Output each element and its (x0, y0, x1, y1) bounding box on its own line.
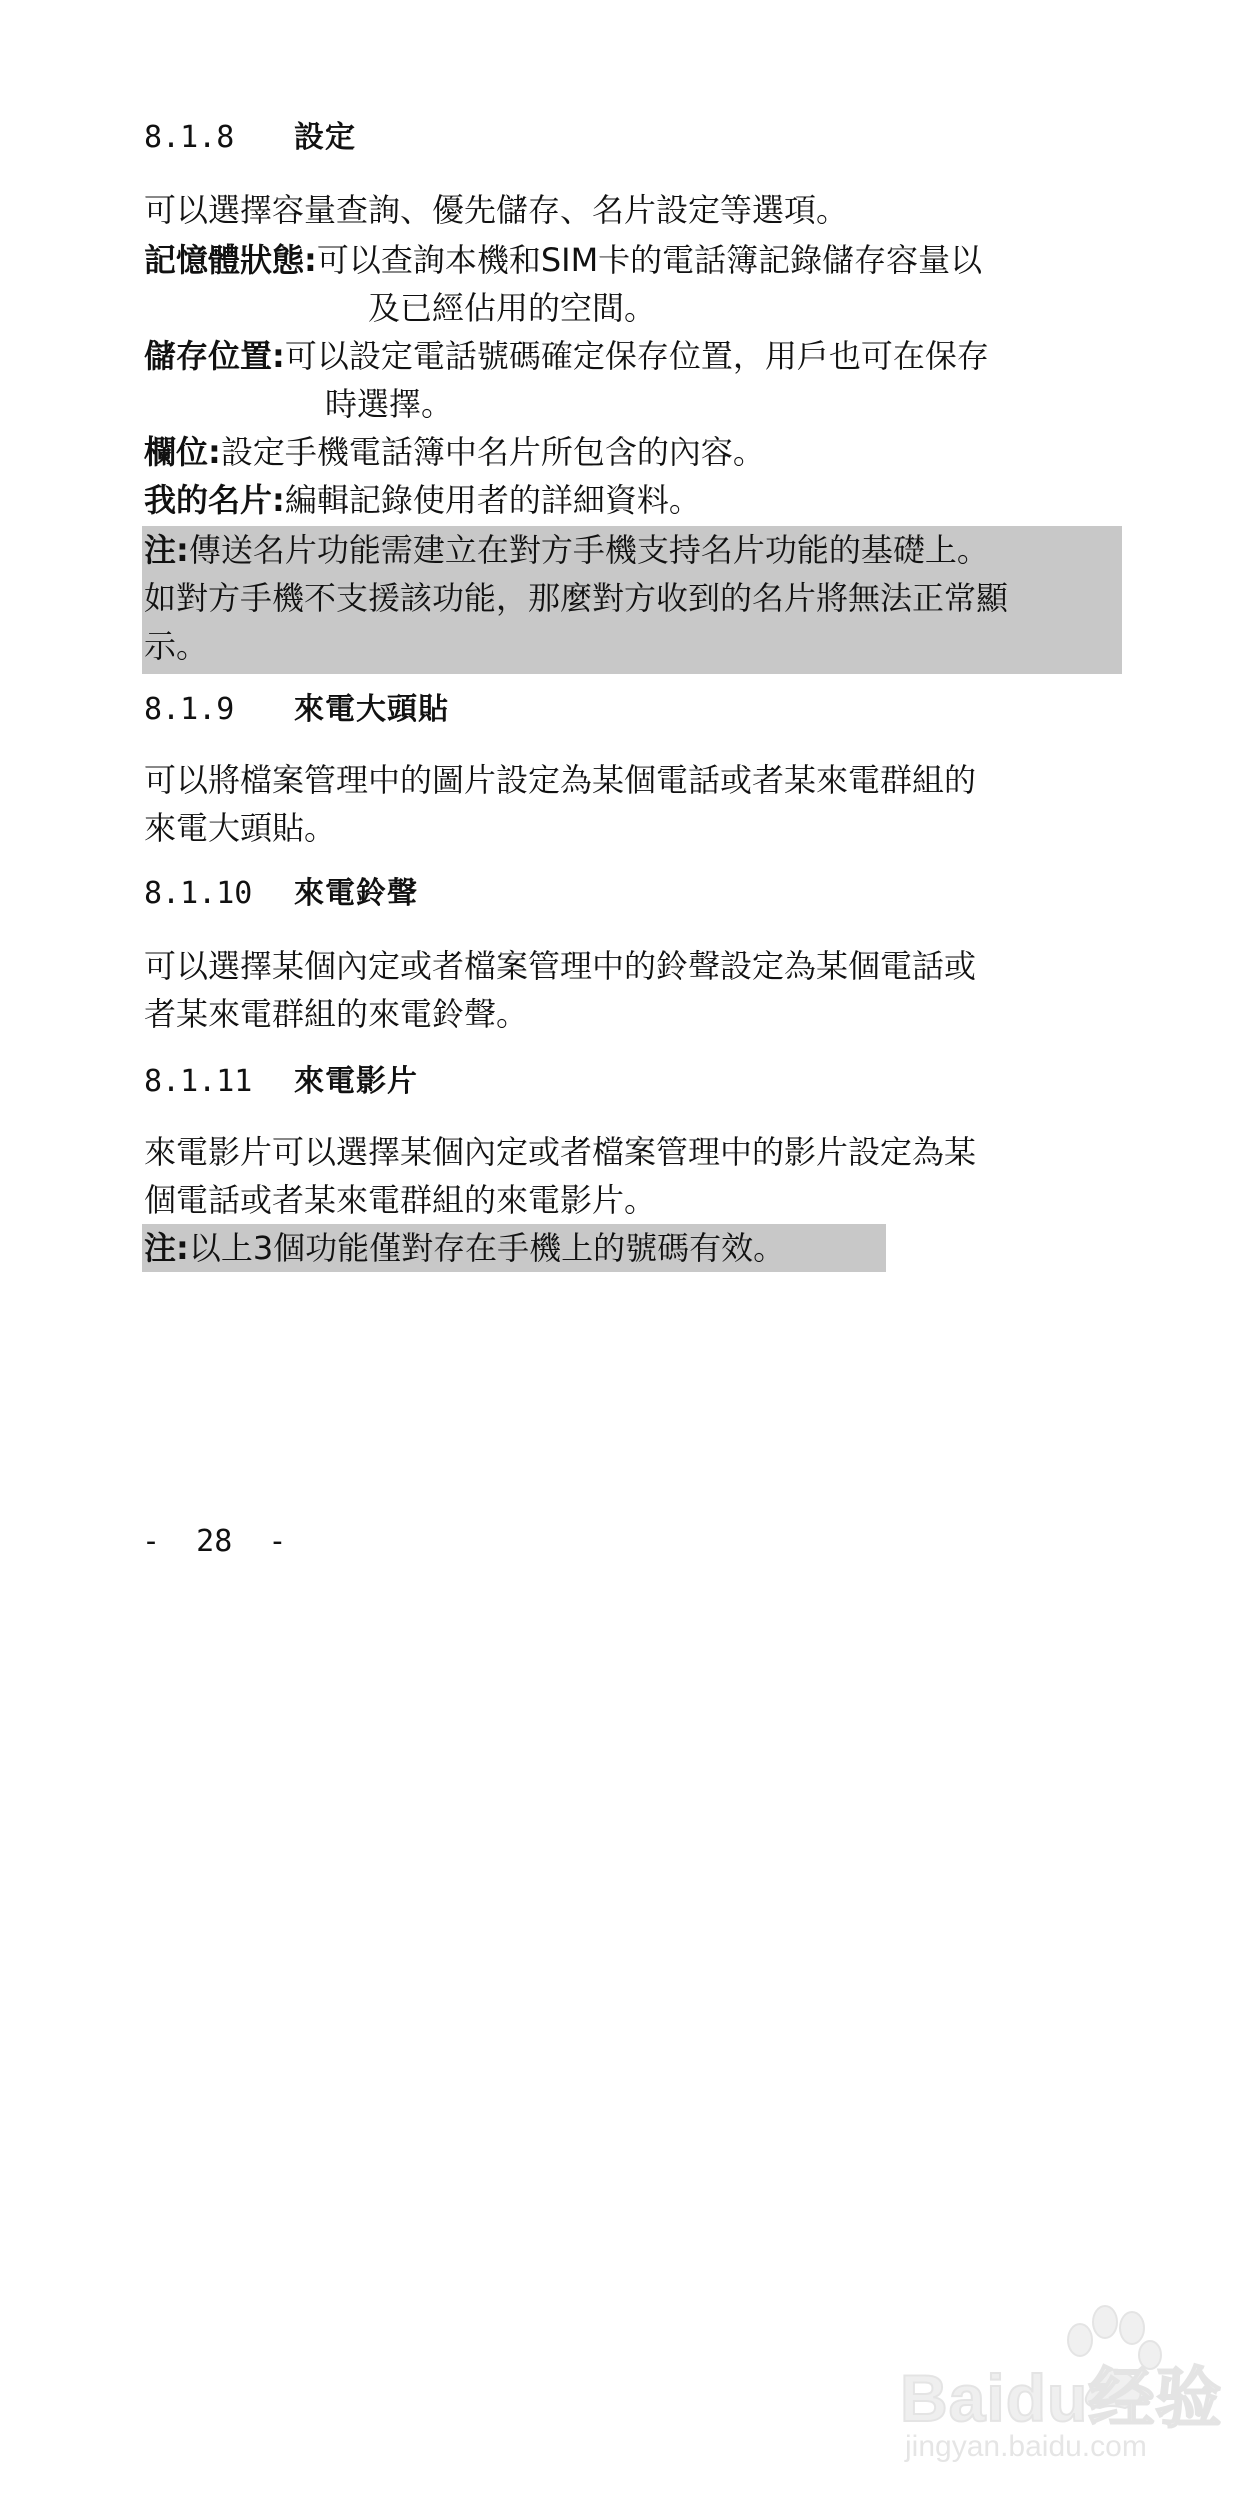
item-label: 欄位: (144, 433, 221, 471)
section-body-line-2: 來電大頭貼。 (144, 809, 337, 847)
note-line-1 (144, 526, 989, 574)
item-my-card (144, 476, 701, 524)
item-memory-status-cont: 及已經佔用的空間。 (368, 289, 657, 327)
note-label: 注: (144, 531, 189, 569)
section-number: 8.1.10 (144, 876, 253, 911)
baidu-watermark (900, 2300, 1230, 2490)
watermark-url: jingyan.baidu.com (905, 2430, 1147, 2463)
watermark-logo: Baidu经验 (900, 2361, 1223, 2435)
section-heading-8-1-9 (144, 690, 449, 730)
note-label: 注: (144, 1229, 189, 1267)
item-storage-location (144, 332, 989, 380)
item-storage-location-cont: 時選擇。 (325, 385, 454, 423)
section-body-line-2: 個電話或者某來電群組的來電影片。 (144, 1181, 657, 1219)
item-text: 可以查詢本機和SIM卡的電話簿記錄儲存容量以 (316, 241, 983, 279)
section-body-line-2: 者某來電群組的來電鈴聲。 (144, 995, 529, 1033)
section-number: 8.1.8 (144, 120, 235, 155)
section-body-line-1: 來電影片可以選擇某個內定或者檔案管理中的影片設定為某 (144, 1133, 977, 1171)
item-text: 可以設定電話號碼確定保存位置，用戶也可在保存 (284, 337, 989, 375)
item-label: 我的名片: (144, 481, 285, 519)
section-body-line-1: 可以選擇某個內定或者檔案管理中的鈴聲設定為某個電話或 (144, 947, 977, 985)
section-number: 8.1.9 (144, 692, 235, 727)
note-line (144, 1224, 785, 1272)
section-title: 設定 (294, 120, 356, 155)
note-text: 傳送名片功能需建立在對方手機支持名片功能的基礎上。 (188, 531, 989, 569)
note-line-3: 示。 (144, 627, 209, 665)
section-intro: 可以選擇容量查詢、優先儲存、名片設定等選項。 (144, 191, 849, 229)
section-title: 來電大頭貼 (294, 692, 449, 727)
section-body-line-1: 可以將檔案管理中的圖片設定為某個電話或者某來電群組的 (144, 761, 977, 799)
section-heading-8-1-11 (144, 1062, 418, 1102)
item-memory-status (144, 236, 982, 284)
note-text: 以上3個功能僅對存在手機上的號碼有效。 (188, 1229, 786, 1267)
item-text: 設定手機電話簿中名片所包含的內容。 (220, 433, 765, 471)
item-label: 儲存位置: (144, 337, 285, 375)
section-title: 來電鈴聲 (294, 876, 418, 911)
section-number: 8.1.11 (144, 1064, 253, 1099)
section-heading-8-1-8 (144, 118, 356, 158)
page-number: - 28 - (142, 1524, 287, 1559)
section-heading-8-1-10 (144, 874, 418, 914)
item-label: 記憶體狀態: (144, 241, 317, 279)
note-line-2: 如對方手機不支援該功能，那麼對方收到的名片將無法正常顯 (144, 579, 1009, 617)
section-title: 來電影片 (294, 1064, 418, 1099)
item-text: 編輯記錄使用者的詳細資料。 (284, 481, 701, 519)
item-fields (144, 428, 765, 476)
